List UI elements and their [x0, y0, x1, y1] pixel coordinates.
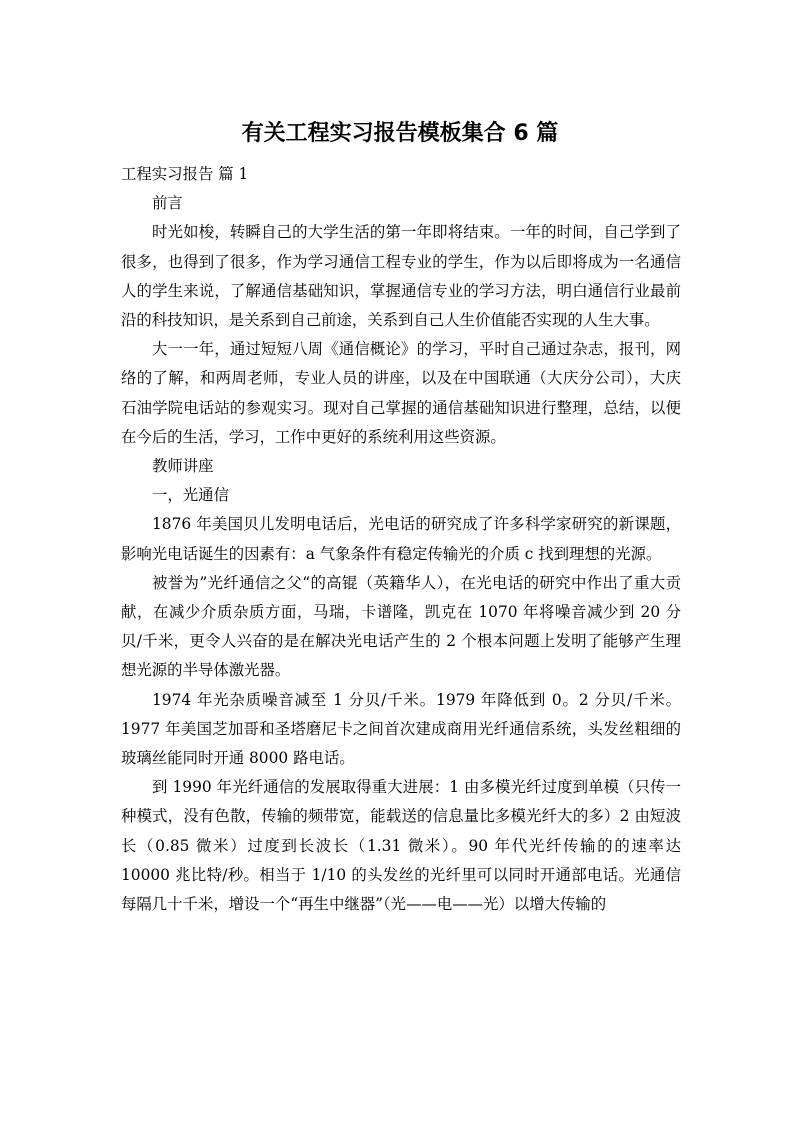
section-heading: 工程实习报告 篇 1 — [121, 165, 249, 183]
body-paragraph: 被誉为”光纤通信之父“的高锟（英籍华人），在光电话的研究中作出了重大贡献，在减少介质杂质方面，马瑞，卡谱隆，凯克在 1070 年将噪音减少到 20 分贝/千米，更令人兴奋的是在解决光电话产生的 2 个根本问题上发明了能够产生理想光源的半导体激光器。 — [121, 573, 681, 680]
body-paragraph: 1974 年光杂质噪音减至 1 分贝/千米。1979 年降低到 0。2 分贝/千米。1977 年美国芝加哥和圣塔磨尼卡之间首次建成商用光纤通信系统，头发丝粗细的玻璃丝能同时开通 8000 路电话。 — [121, 690, 681, 768]
subheading-preface: 前言 — [152, 194, 183, 213]
subheading-optical: 一，光通信 — [152, 486, 229, 505]
subheading-lecture: 教师讲座 — [152, 457, 214, 476]
document-body — [121, 160, 681, 919]
body-paragraph: 大一一年，通过短短八周《通信概论》的学习，平时自己通过杂志，报刊，网络的了解，和两周老师，专业人员的讲座，以及在中国联通（大庆分公司），大庆石油学院电话站的参观实习。现对自己掌握的通信基础知识进行整理，总结，以便在今后的生活，学习，工作中更好的系统利用这些资源。 — [121, 340, 681, 446]
body-paragraph: 1876 年美国贝儿发明电话后，光电话的研究成了许多科学家研究的新课题，影响光电话诞生的因素有：a 气象条件有稳定传输光的介质 c 找到理想的光源。 — [121, 515, 681, 563]
body-paragraph: 到 1990 年光纤通信的发展取得重大进展：1 由多模光纤过度到单模（只传一种模式，没有色散，传输的频带宽，能载送的信息量比多模光纤大的多）2 由短波长（0.85 微米）过度到长波长（1.31 微米）。90 年代光纤传输的的速率达 10000 兆比特/秒。相当于 1/10 的头发丝的光纤里可以同时开通部电话。光通信每隔几十千米，增设一个“再生中继器”（光——电——光）以增大传输的 — [121, 778, 681, 914]
body-paragraph: 时光如梭，转瞬自己的大学生活的第一年即将结束。一年的时间，自己学到了很多，也得到了很多，作为学习通信工程专业的学生，作为以后即将成为一名通信人的学生来说，了解通信基础知识，掌握通信专业的学习方法，明白通信行业最前沿的科技知识，是关系到自己前途，关系到自己人生价值能否实现的人生大事。 — [121, 223, 681, 330]
document-title: 有关工程实习报告模板集合 6 篇 — [241, 121, 559, 146]
